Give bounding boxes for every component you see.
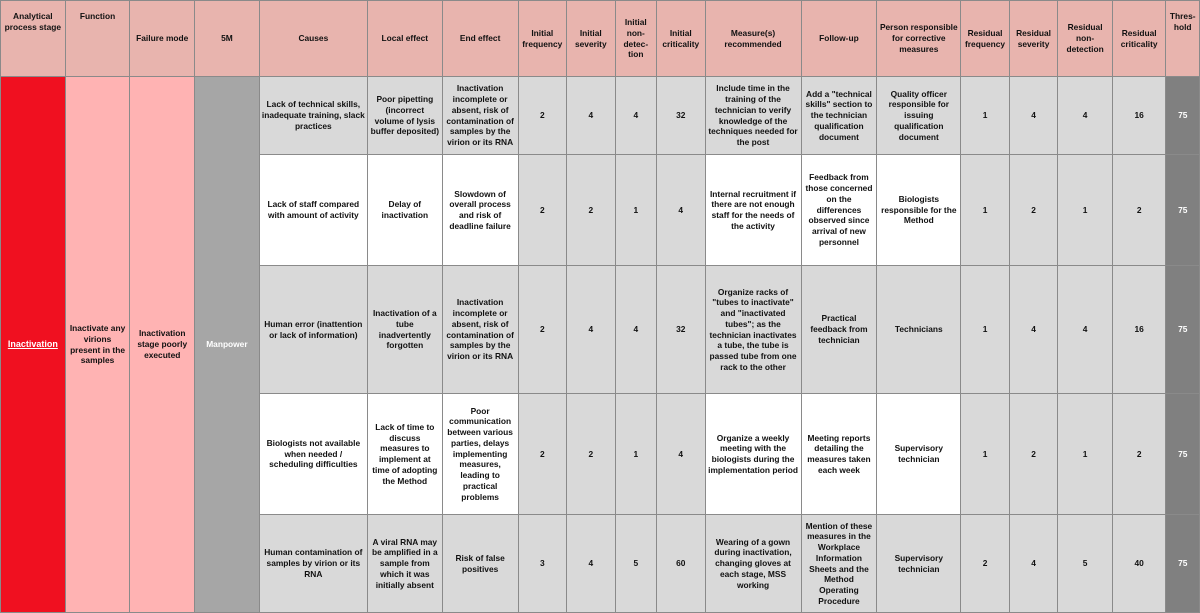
local-effect-cell: Inactivation of a tube inadvertently forgotten (367, 266, 442, 394)
residual-severity-cell: 4 (1009, 266, 1058, 394)
header-initial-criticality: Initial criticality (657, 1, 706, 77)
initial-nondetection-cell: 1 (615, 394, 656, 515)
header-threshold: Thres-hold (1166, 1, 1200, 77)
header-failure-mode: Failure mode (130, 1, 195, 77)
initial-frequency-cell: 2 (518, 266, 567, 394)
local-effect-cell: Lack of time to discuss measures to implement at time of adopting the Method (367, 394, 442, 515)
cause-cell: Human error (inattention or lack of information) (259, 266, 367, 394)
initial-criticality-cell: 4 (657, 394, 706, 515)
residual-severity-cell: 4 (1009, 515, 1058, 613)
measure-cell: Wearing of a gown during inactivation, changing gloves at each stage, MSS working (705, 515, 801, 613)
responsible-cell: Quality officer responsible for issuing qualification document (877, 77, 961, 155)
header-initial-nondetection: Initial non-detec-tion (615, 1, 656, 77)
residual-severity-cell: 2 (1009, 155, 1058, 266)
cause-cell: Lack of staff compared with amount of activity (259, 155, 367, 266)
header-residual-criticality: Residual criticality (1112, 1, 1166, 77)
residual-frequency-cell: 1 (961, 77, 1010, 155)
local-effect-cell: A viral RNA may be amplified in a sample from which it was initially absent (367, 515, 442, 613)
threshold-cell: 75 (1166, 155, 1200, 266)
header-residual-nondetection: Residual non-detection (1058, 1, 1113, 77)
followup-cell: Meeting reports detailing the measures taken each week (801, 394, 877, 515)
header-causes: Causes (259, 1, 367, 77)
function-cell: Inactivate any virions present in the samples (65, 77, 130, 613)
initial-frequency-cell: 2 (518, 77, 567, 155)
cause-cell: Human contamination of samples by virion or its RNA (259, 515, 367, 613)
residual-frequency-cell: 2 (961, 515, 1010, 613)
end-effect-cell: Risk of false positives (442, 515, 518, 613)
residual-frequency-cell: 1 (961, 266, 1010, 394)
followup-cell: Feedback from those concerned on the differences observed since arrival of new personnel (801, 155, 877, 266)
cause-cell: Lack of technical skills, inadequate training, slack practices (259, 77, 367, 155)
threshold-cell: 75 (1166, 266, 1200, 394)
initial-severity-cell: 2 (567, 394, 616, 515)
residual-severity-cell: 4 (1009, 77, 1058, 155)
header-residual-frequency: Residual frequency (961, 1, 1010, 77)
measure-cell: Internal recruitment if there are not enough staff for the needs of the activity (705, 155, 801, 266)
residual-frequency-cell: 1 (961, 394, 1010, 515)
threshold-cell: 75 (1166, 394, 1200, 515)
residual-criticality-cell: 2 (1112, 155, 1166, 266)
header-residual-severity: Residual severity (1009, 1, 1058, 77)
initial-frequency-cell: 2 (518, 155, 567, 266)
initial-nondetection-cell: 5 (615, 515, 656, 613)
followup-cell: Practical feedback from technician (801, 266, 877, 394)
residual-nondetection-cell: 4 (1058, 77, 1113, 155)
header-function: Function (65, 1, 130, 77)
end-effect-cell: Poor communication between various parties, delays implementing measures, leading to practical problems (442, 394, 518, 515)
header-initial-frequency: Initial frequency (518, 1, 567, 77)
residual-criticality-cell: 2 (1112, 394, 1166, 515)
residual-criticality-cell: 40 (1112, 515, 1166, 613)
followup-cell: Add a "technical skills" section to the technician qualification document (801, 77, 877, 155)
local-effect-cell: Poor pipetting (incorrect volume of lysis buffer deposited) (367, 77, 442, 155)
local-effect-cell: Delay of inactivation (367, 155, 442, 266)
threshold-cell: 75 (1166, 515, 1200, 613)
header-row (1, 1, 1200, 77)
responsible-cell: Biologists responsible for the Method (877, 155, 961, 266)
end-effect-cell: Inactivation incomplete or absent, risk of contamination of samples by the virion or its RNA (442, 77, 518, 155)
initial-frequency-cell: 3 (518, 515, 567, 613)
header-responsible: Person responsible for corrective measures (877, 1, 961, 77)
responsible-cell: Technicians (877, 266, 961, 394)
table-row (1, 77, 1200, 155)
stage-link[interactable]: Inactivation (7, 338, 58, 349)
residual-criticality-cell: 16 (1112, 77, 1166, 155)
initial-nondetection-cell: 4 (615, 266, 656, 394)
residual-nondetection-cell: 1 (1058, 394, 1113, 515)
initial-criticality-cell: 32 (657, 266, 706, 394)
initial-criticality-cell: 32 (657, 77, 706, 155)
initial-severity-cell: 4 (567, 266, 616, 394)
threshold-cell: 75 (1166, 77, 1200, 155)
end-effect-cell: Slowdown of overall process and risk of deadline failure (442, 155, 518, 266)
responsible-cell: Supervisory technician (877, 515, 961, 613)
header-local-effect: Local effect (367, 1, 442, 77)
header-stage: Analytical process stage (1, 1, 66, 77)
measure-cell: Include time in the training of the technician to verify knowledge of the techniques needed for the post (705, 77, 801, 155)
five-m-cell: Manpower (195, 77, 260, 613)
initial-severity-cell: 2 (567, 155, 616, 266)
measure-cell: Organize a weekly meeting with the biologists during the implementation period (705, 394, 801, 515)
end-effect-cell: Inactivation incomplete or absent, risk of contamination of samples by the virion or its RNA (442, 266, 518, 394)
residual-nondetection-cell: 5 (1058, 515, 1113, 613)
residual-nondetection-cell: 4 (1058, 266, 1113, 394)
residual-nondetection-cell: 1 (1058, 155, 1113, 266)
initial-frequency-cell: 2 (518, 394, 567, 515)
initial-severity-cell: 4 (567, 515, 616, 613)
header-end-effect: End effect (442, 1, 518, 77)
residual-criticality-cell: 16 (1112, 266, 1166, 394)
initial-criticality-cell: 60 (657, 515, 706, 613)
residual-severity-cell: 2 (1009, 394, 1058, 515)
initial-nondetection-cell: 4 (615, 77, 656, 155)
responsible-cell: Supervisory technician (877, 394, 961, 515)
measure-cell: Organize racks of "tubes to inactivate" and "inactivated tubes"; as the technician inactivates a tube, the tube is passed tube from one rack to the other (705, 266, 801, 394)
initial-nondetection-cell: 1 (615, 155, 656, 266)
header-followup: Follow-up (801, 1, 877, 77)
cause-cell: Biologists not available when needed / scheduling difficulties (259, 394, 367, 515)
initial-criticality-cell: 4 (657, 155, 706, 266)
header-initial-severity: Initial severity (567, 1, 616, 77)
stage-cell[interactable] (1, 77, 66, 613)
followup-cell: Mention of these measures in the Workplace Information Sheets and the Method Operating Procedure (801, 515, 877, 613)
header-measures: Measure(s) recommended (705, 1, 801, 77)
initial-severity-cell: 4 (567, 77, 616, 155)
failure-mode-cell: Inactivation stage poorly executed (130, 77, 195, 613)
residual-frequency-cell: 1 (961, 155, 1010, 266)
header-5m: 5M (195, 1, 260, 77)
